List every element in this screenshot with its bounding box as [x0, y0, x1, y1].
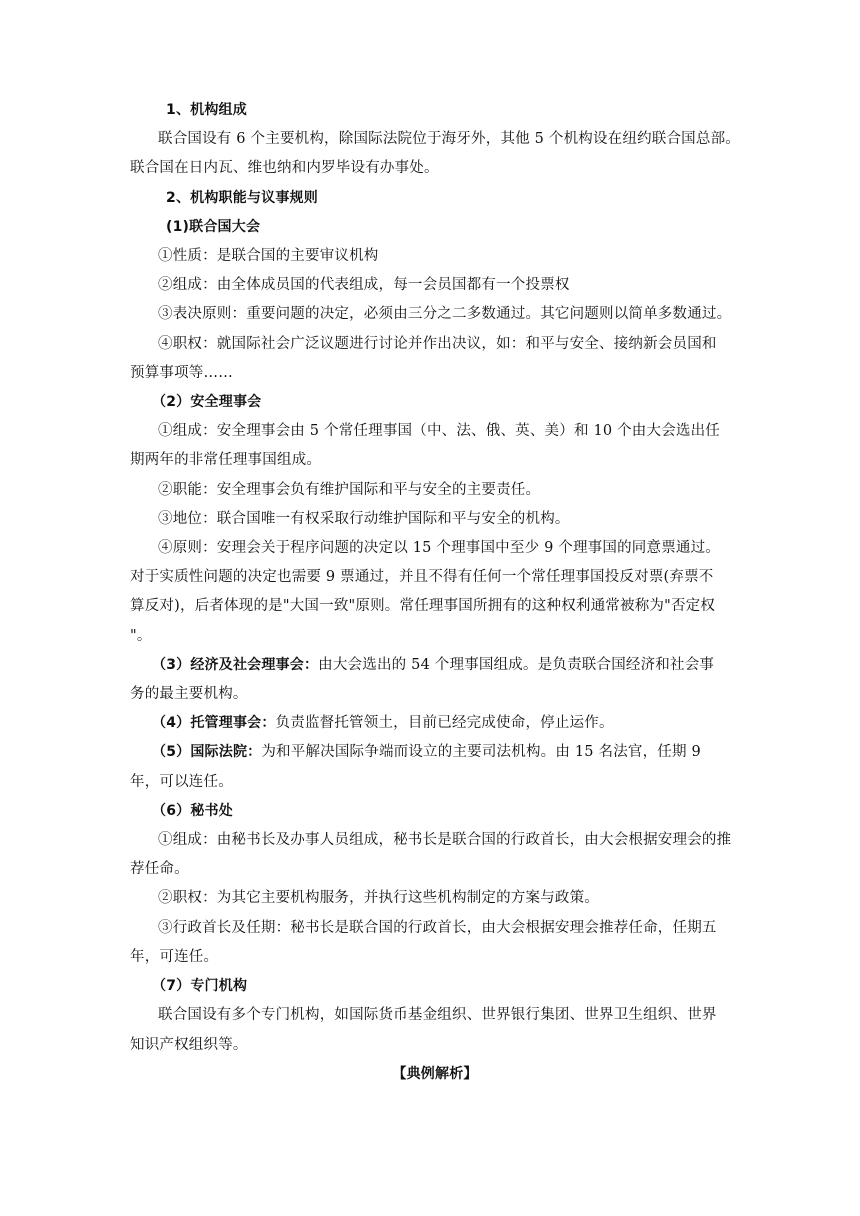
ga-nature: ①性质：是联合国的主要审议机构 — [158, 248, 379, 265]
icj-text: 为和平解决国际争端而设立的主要司法机构。由 15 名法官，任期 9 — [261, 744, 701, 761]
trusteeship-text: 负责监督托管领土，目前已经完成使命，停止运作。 — [275, 715, 614, 732]
sc-principle-line3: 算反对)，后者体现的是"大国一致"原则。常任理事国所拥有的这种权利通常被称为"否定权 — [130, 598, 716, 615]
sc-status: ③地位：联合国唯一有权采取行动维护国际和平与安全的机构。 — [158, 510, 570, 527]
example-analysis-heading: 【典例解析】 — [392, 1065, 478, 1082]
sc-function: ②职能：安全理事会负有维护国际和平与安全的主要责任。 — [158, 481, 541, 498]
sc-principle-line2: 对于实质性问题的决定也需要 9 票通过，并且不得有任何一个常任理事国投反对票(弃票不 — [130, 569, 714, 586]
sec-powers: ②职权：为其它主要机构服务，并执行这些机构制定的方案与政策。 — [158, 890, 599, 907]
heading-functions-rules: 2、机构职能与议事规则 — [166, 189, 318, 206]
ga-powers-line1: ④职权：就国际社会广泛议题进行讨论并作出决议，如：和平与安全、接纳新会员国和 — [158, 335, 717, 352]
ecosoc-label: （3）经济及社会理事会： — [152, 656, 319, 673]
icj-label: （5）国际法院： — [152, 744, 262, 761]
ga-voting: ③表决原则：重要问题的决定，必须由三分之二多数通过。其它问题则以简单多数通过。 — [158, 306, 732, 323]
heading-secretariat: （6）秘书处 — [152, 802, 233, 819]
heading-organization: 1、机构组成 — [166, 102, 247, 118]
trusteeship-label: （4）托管理事会： — [152, 715, 276, 732]
heading-general-assembly: (1)联合国大会 — [166, 218, 261, 235]
sc-composition-line2: 期两年的非常任理事国组成。 — [130, 452, 322, 469]
sec-term-line2: 年，可连任。 — [130, 948, 219, 965]
paragraph-organization-line2: 联合国在日内瓦、维也纳和内罗毕设有办事处。 — [130, 160, 439, 177]
agencies-line2: 知识产权组织等。 — [130, 1036, 248, 1053]
heading-specialized-agencies: （7）专门机构 — [152, 978, 248, 995]
sec-term-line1: ③行政首长及任期：秘书长是联合国的行政首长，由大会根据安理会推荐任命，任期五 — [158, 919, 717, 936]
heading-security-council: （2）安全理事会 — [152, 394, 262, 411]
sc-composition-line1: ①组成：安全理事会由 5 个常任理事国（中、法、俄、英、美）和 10 个由大会选出任 — [158, 423, 721, 440]
agencies-line1: 联合国设有多个专门机构，如国际货币基金组织、世界银行集团、世界卫生组织、世界 — [158, 1007, 717, 1024]
document-page — [130, 96, 740, 1089]
icj-line1 — [130, 738, 740, 767]
ecosoc-line1 — [130, 651, 740, 680]
sc-principle-line1: ④原则：安理会关于程序问题的决定以 15 个理事国中至少 9 个理事国的同意票通过。 — [158, 540, 721, 557]
sec-composition-line2: 荐任命。 — [130, 861, 189, 878]
ecosoc-text: 由大会选出的 54 个理事国组成。是负责联合国经济和社会事 — [318, 656, 715, 673]
sec-composition-line1: ①组成：由秘书长及办事人员组成，秘书长是联合国的行政首长，由大会根据安理会的推 — [158, 832, 732, 849]
paragraph-organization-line1: 联合国设有 6 个主要机构，除国际法院位于海牙外，其他 5 个机构设在纽约联合国总部。 — [158, 131, 740, 148]
trusteeship-line — [130, 709, 740, 738]
ga-composition: ②组成：由全体成员国的代表组成，每一会员国都有一个投票权 — [158, 277, 570, 294]
icj-line2: 年，可以连任。 — [130, 773, 233, 790]
ga-powers-line2: 预算事项等…… — [130, 364, 233, 381]
sc-principle-line4: "。 — [130, 627, 152, 644]
ecosoc-line2: 务的最主要机构。 — [130, 686, 248, 703]
